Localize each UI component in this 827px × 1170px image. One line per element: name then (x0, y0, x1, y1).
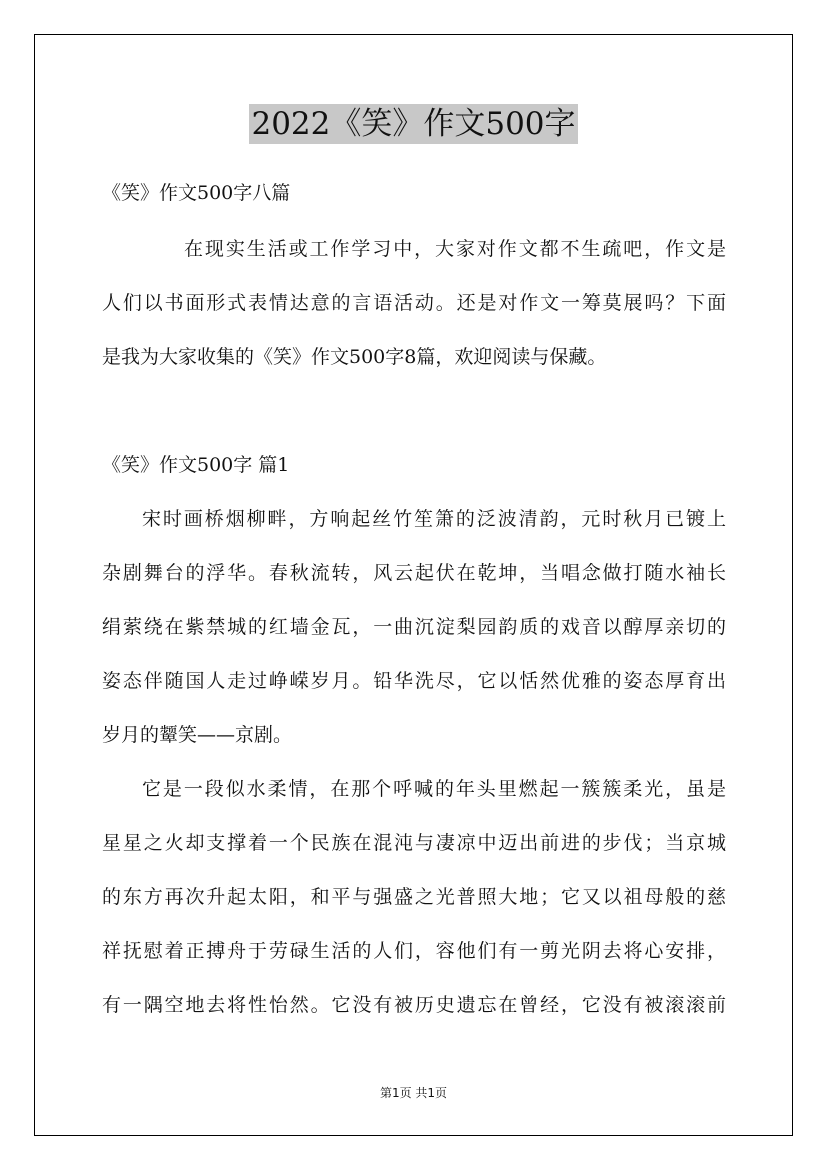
paragraph-1 (102, 492, 726, 762)
paragraph-line: 的东方再次升起太阳，和平与强盛之光普照大地；它又以祖母般的慈 (102, 886, 726, 908)
paragraph-line: 有一隅空地去将性怡然。它没有被历史遗忘在曾经，它没有被滚滚前 (102, 994, 726, 1016)
page-footer: 第1页 共1页 (379, 1086, 448, 1100)
intro-paragraph (102, 222, 726, 384)
paragraph-2 (102, 762, 726, 1032)
paragraph-line: 绢萦绕在紫禁城的红墙金瓦，一曲沉淀梨园韵质的戏音以醇厚亲切的 (102, 616, 726, 638)
intro-line: 在现实生活或工作学习中，大家对作文都不生疏吧，作文是 (184, 238, 726, 260)
paragraph-line: 祥抚慰着正搏舟于劳碌生活的人们，容他们有一剪光阴去将心安排， (102, 940, 726, 962)
paragraph-line: 宋时画桥烟柳畔，方响起丝竹笙箫的泛波清韵，元时秋月已镀上 (142, 508, 726, 530)
title-container (0, 104, 827, 144)
paragraph-line: 杂剧舞台的浮华。春秋流转，风云起伏在乾坤，当唱念做打随水袖长 (102, 562, 726, 584)
section-heading: 《笑》作文500字 篇1 (102, 454, 290, 476)
document-subtitle: 《笑》作文500字八篇 (102, 182, 291, 204)
paragraph-line: 岁月的颦笑——京剧。 (102, 724, 293, 746)
paragraph-line: 星星之火却支撑着一个民族在混沌与凄凉中迈出前进的步伐；当京城 (102, 832, 726, 854)
intro-line: 人们以书面形式表情达意的言语活动。还是对作文一筹莫展吗？下面 (102, 292, 726, 314)
paragraph-line: 姿态伴随国人走过峥嵘岁月。铅华洗尽，它以恬然优雅的姿态厚育出 (102, 670, 726, 692)
document-title: 2022《笑》作文500字 (251, 106, 576, 142)
paragraph-line: 它是一段似水柔情，在那个呼喊的年头里燃起一簇簇柔光，虽是 (142, 778, 726, 800)
intro-line: 是我为大家收集的《笑》作文500字8篇，欢迎阅读与保藏。 (102, 346, 607, 368)
